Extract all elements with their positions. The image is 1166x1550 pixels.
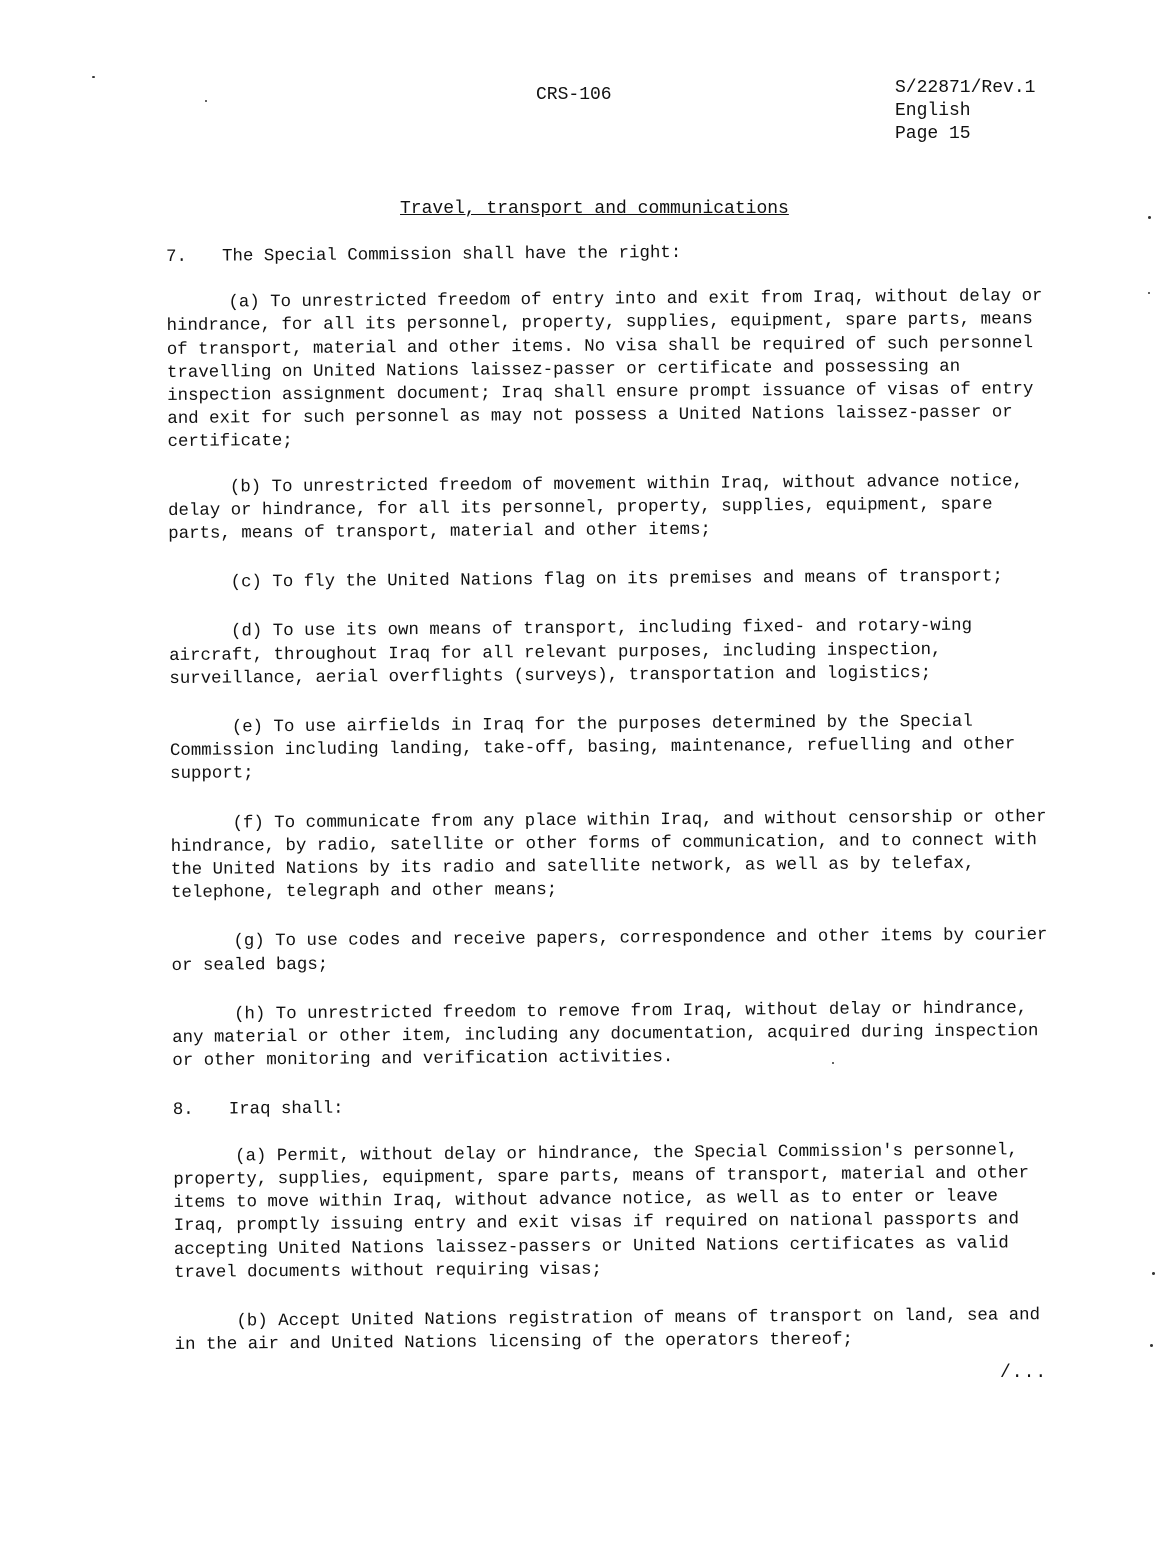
scan-speck (1152, 1272, 1155, 1275)
scan-speck (1148, 292, 1150, 294)
page-number: Page 15 (895, 124, 971, 144)
crs-label: CRS-106 (536, 85, 612, 105)
document-language: English (895, 101, 971, 121)
paragraph-8-intro (173, 1093, 1053, 1123)
document-symbol: S/22871/Rev.1 (895, 78, 1036, 98)
clause-7h: (h) To unrestricted freedom to remove from Iraq, without delay or hindrance, any material or other item, including any documentation, acquired during inspection or other monitoring and verification activities. (172, 999, 1039, 1072)
clause-7d: (d) To use its own means of transport, including fixed- and rotary-wing aircraft, throughout Iraq for all relevant purposes, including inspection, surveillance, aerial overflights (surveys), transportation and logistics; (169, 617, 973, 689)
scan-speck (205, 100, 207, 102)
scan-speck (1148, 216, 1151, 219)
clause-8b: (b) Accept United Nations registration of means of transport on land, sea and in the air and United Nations licensing of the operators thereof; (174, 1306, 1041, 1356)
scan-speck (92, 76, 95, 78)
paragraph-number: 8. (172, 1101, 194, 1121)
clause-7e: (e) To use airfields in Iraq for the purposes determined by the Special Commission including landing, take-off, basing, maintenance, refuelling and other support; (169, 712, 1016, 785)
section-heading: Travel, transport and communications (400, 199, 789, 219)
paragraph-intro-text: The Special Commission shall have the right: (222, 243, 682, 267)
scan-speck (832, 1062, 834, 1064)
document-body (166, 239, 1055, 1379)
scan-speck (1150, 1344, 1153, 1347)
clause-7f: (f) To communicate from any place within Iraq, and without censorship or other hindrance, by radio, satellite or other forms of communication, and to connect with the United Nations by its radio and satellite network, as well as by telefax, telephone, telegraph and other means; (170, 807, 1047, 904)
clause-7c: (c) To fly the United Nations flag on its premises and means of transport; (230, 567, 1003, 593)
paragraph-intro-text: Iraq shall: (228, 1100, 344, 1121)
paragraph-number: 7. (166, 247, 188, 267)
clause-7a: (a) To unrestricted freedom of entry into and exit from Iraq, without delay or hindrance, for all its personnel, property, supplies, equipment, spare parts, means of transport, material and other items. No visa shall be required of such personnel travelling on United Nations laissez-passer or certificate and possessing an inspection assignment document; Iraq shall ensure prompt issuance of visas of entry and exit for such personnel as may not possess a United Nations laissez-passer or certificate; (166, 287, 1043, 453)
continuation-marker: /... (1000, 1363, 1048, 1383)
document-symbol-block (895, 77, 1035, 146)
clause-7b: (b) To unrestricted freedom of movement within Iraq, without advance notice, delay or hindrance, for all its personnel, property, supplies, equipment, spare parts, means of transport, material and other items; (168, 471, 1024, 545)
paragraph-7-intro (166, 239, 1046, 269)
clause-7g: (g) To use codes and receive papers, correspondence and other items by courier or sealed bags; (171, 926, 1048, 976)
clause-8a: (a) Permit, without delay or hindrance, the Special Commission's personnel, property, supplies, equipment, spare parts, means of transport, material and other items to move within Iraq, without advance notice, as well as to enter or leave Iraq, promptly issuing entry and exit visas if required on national passports and accepting United Nations laissez-passers or United Nations certificates as valid travel documents without requiring visas; (173, 1141, 1030, 1283)
